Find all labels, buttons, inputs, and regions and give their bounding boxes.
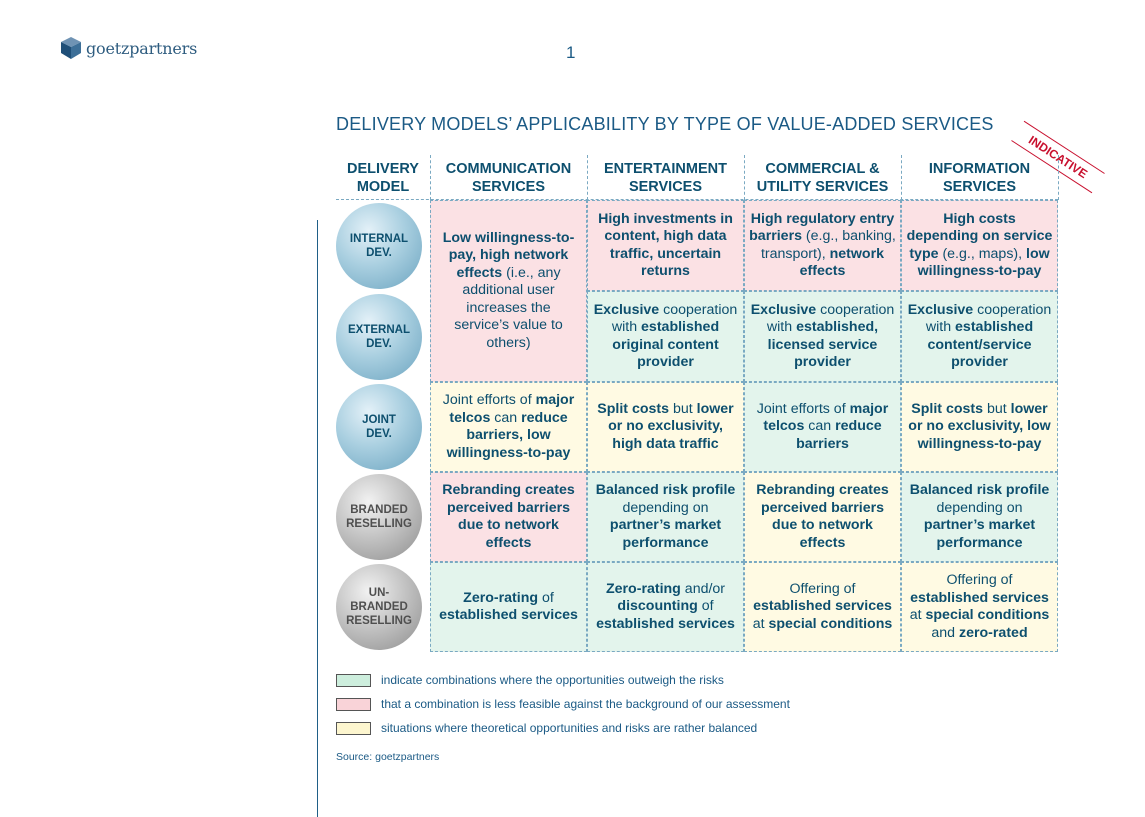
header-column-line: SERVICES	[942, 178, 1017, 195]
header-column-text	[604, 160, 727, 196]
cell-bold-text: established services	[753, 598, 892, 615]
legend-swatch	[336, 722, 371, 735]
cell-text: but	[983, 400, 1011, 417]
header-separator	[1058, 155, 1059, 200]
header-column-line: INFORMATION	[928, 160, 1031, 177]
header-column-line: ENTERTAINMENT	[604, 160, 727, 177]
cell-bold-text: Balanced risk profile	[909, 482, 1050, 498]
cell-bold-text: special conditions	[925, 607, 1050, 623]
cell-bold-text: zero-rated	[959, 624, 1028, 641]
matrix-cell-text	[749, 482, 896, 552]
source-note: Source: goetzpartners	[336, 751, 440, 763]
header-column-line: UTILITY SERVICES	[756, 178, 889, 195]
header-column-3	[744, 155, 901, 200]
matrix-cell	[744, 291, 901, 382]
header-column-text	[757, 160, 889, 196]
cell-bold-text: Split costs	[911, 400, 984, 417]
header-column-line: SERVICES	[628, 178, 703, 195]
cell-text: Offering of	[789, 580, 856, 597]
matrix-cell-text	[435, 482, 582, 552]
cell-bold-text: Low willingness-to-pay, high network effects	[442, 229, 575, 281]
matrix-cell	[430, 472, 587, 562]
header-separator	[901, 155, 902, 200]
cell-text: can	[490, 409, 522, 426]
cell-bold-text: established original content provider	[612, 319, 720, 370]
header-column-2	[587, 155, 744, 200]
matrix-cell-text	[439, 230, 578, 353]
cell-bold-text: High costs depending on service type	[906, 210, 1053, 262]
row-label-line: RESELLING	[346, 615, 412, 627]
cell-text: depending on	[622, 499, 709, 516]
matrix-cell-text	[749, 211, 896, 281]
matrix-cell-text	[592, 482, 739, 552]
cell-bold-text: Zero-rating	[605, 580, 681, 597]
cell-text: Joint efforts of	[442, 392, 536, 408]
matrix-cell-text	[906, 482, 1053, 552]
matrix-cell-text	[749, 581, 896, 634]
row-label-line: DEV.	[366, 428, 392, 440]
cell-bold-text: Zero-rating	[463, 589, 539, 606]
row-label-line: JOINT	[362, 414, 396, 426]
matrix-cell	[587, 200, 744, 291]
cell-text: cooperation with	[766, 301, 895, 335]
row-label-text	[348, 323, 410, 351]
cell-bold-text: Balanced risk profile	[595, 482, 736, 498]
matrix-cell	[901, 291, 1058, 382]
matrix-cell-text	[592, 302, 739, 372]
cell-bold-text: reduce barriers, low willingness-to-pay	[446, 409, 571, 461]
matrix-cell	[587, 472, 744, 562]
row-label-circle	[336, 564, 422, 650]
legend-item	[336, 721, 757, 735]
cell-bold-text: High regulatory entry barriers	[749, 210, 895, 244]
legend-swatch	[336, 698, 371, 711]
cell-bold-text: special conditions	[768, 615, 893, 632]
matrix-cell	[430, 562, 587, 652]
page-number: 1	[566, 43, 576, 62]
matrix-cell	[744, 562, 901, 652]
divider-line	[317, 220, 318, 817]
row-label-text	[362, 413, 396, 441]
cell-text: (e.g., banking, transport),	[760, 228, 896, 262]
matrix-cell	[587, 291, 744, 382]
cell-bold-text: Rebranding creates perceived barriers due to network effects	[442, 482, 575, 551]
cell-bold-text: established services	[596, 615, 735, 632]
matrix-cell-text	[906, 211, 1053, 281]
header-column-text	[929, 160, 1030, 196]
cell-bold-text: Split costs	[597, 400, 670, 417]
legend-item	[336, 697, 790, 711]
header-column-4	[901, 155, 1058, 200]
cell-text: but	[669, 400, 697, 417]
header-column-line: COMMERCIAL &	[765, 160, 880, 177]
cell-text: at	[752, 615, 769, 632]
cell-text: of	[538, 589, 554, 606]
cell-text: at	[909, 607, 926, 623]
header-column-line: COMMUNICATION	[445, 160, 572, 177]
logo-text: goetzpartners	[86, 38, 198, 58]
row-label-line: UN-	[368, 587, 390, 599]
matrix-cell	[744, 382, 901, 472]
cell-text: cooperation with	[611, 301, 738, 335]
row-label-line: RESELLING	[346, 518, 412, 530]
cell-text: (i.e., any additional user increases the service’s value to others)	[454, 264, 563, 351]
indicative-stamp: INDICATIVE	[1011, 121, 1105, 193]
matrix-cell	[587, 382, 744, 472]
row-label-circle	[336, 294, 422, 380]
cell-bold-text: established services	[439, 607, 578, 623]
page-title: DELIVERY MODELS’ APPLICABILITY BY TYPE OF VALUE-ADDED SERVICES	[336, 114, 994, 134]
header-separator	[744, 155, 745, 200]
legend-item	[336, 673, 724, 687]
cell-bold-text: established services	[910, 589, 1049, 606]
company-logo	[60, 36, 197, 60]
matrix-cell-text	[749, 401, 896, 454]
cell-bold-text: High investments in content, high data traffic, uncertain returns	[598, 210, 733, 279]
header-delivery-model-line: MODEL	[356, 178, 410, 195]
cell-bold-text: major telcos	[449, 392, 575, 426]
cell-text: and/or	[680, 580, 726, 597]
matrix-cell	[901, 562, 1058, 652]
matrix-cell-text	[435, 392, 582, 462]
legend-swatch	[336, 674, 371, 687]
matrix-cell	[744, 472, 901, 562]
cell-bold-text: lower or no exclusivity, low willingness-to-pay	[908, 400, 1051, 452]
matrix-cell-text	[592, 211, 739, 281]
cell-bold-text: lower or no exclusivity, high data traffic	[608, 400, 734, 452]
cell-bold-text: low willingness-to-pay	[917, 245, 1050, 279]
row-label-line: BRANDED	[350, 601, 408, 613]
matrix-cell-text	[906, 572, 1053, 642]
header-separator	[587, 155, 588, 200]
matrix-cell	[901, 472, 1058, 562]
row-label-text	[346, 586, 412, 628]
header-column-text	[446, 160, 571, 196]
matrix-cell-text	[435, 590, 582, 625]
cell-text: and	[931, 624, 960, 641]
cell-text: of	[697, 598, 714, 615]
cell-bold-text: major telcos	[763, 400, 889, 435]
row-label-line: BRANDED	[350, 504, 408, 516]
row-label-line: DEV.	[366, 337, 392, 350]
matrix-cell-text	[592, 401, 739, 454]
cell-bold-text: Exclusive	[593, 301, 660, 318]
header-column-1	[430, 155, 587, 200]
header-delivery-model	[336, 155, 430, 200]
legend-text: situations where theoretical opportunities and risks are rather balanced	[381, 721, 758, 735]
matrix-cell	[430, 382, 587, 472]
row-label-circle	[336, 474, 422, 560]
row-label-text	[350, 232, 408, 260]
row-label-circle	[336, 203, 422, 289]
cell-bold-text: network effects	[799, 245, 884, 279]
cell-bold-text: partner’s market performance	[609, 517, 722, 551]
cell-bold-text: reduce barriers	[796, 418, 882, 452]
cell-text: Offering of	[946, 572, 1013, 588]
matrix-cell	[744, 200, 901, 291]
cell-text: depending on	[936, 499, 1023, 516]
cube-logo-icon	[60, 36, 82, 60]
header-separator	[430, 155, 431, 200]
cell-bold-text: Exclusive	[750, 301, 817, 318]
cell-bold-text: Exclusive	[907, 301, 974, 318]
row-label-line: DEV.	[366, 246, 392, 259]
matrix-cell-text	[906, 401, 1053, 454]
legend-text: that a combination is less feasible against the background of our assessment	[381, 697, 790, 711]
matrix-cell	[901, 382, 1058, 472]
row-label-text	[346, 503, 412, 531]
matrix-cell	[430, 200, 587, 382]
row-label-line: EXTERNAL	[348, 323, 410, 336]
cell-bold-text: established content/service provider	[927, 319, 1034, 370]
cell-bold-text: partner’s market performance	[923, 517, 1036, 551]
header-column-line: SERVICES	[471, 178, 546, 195]
matrix-cell-text	[749, 302, 896, 372]
matrix-cell	[587, 562, 744, 652]
cell-text: cooperation with	[925, 301, 1052, 335]
cell-text: Joint efforts of	[756, 400, 850, 417]
legend-text: indicate combinations where the opportunities outweigh the risks	[381, 673, 724, 687]
matrix-cell-text	[592, 581, 739, 634]
row-label-line: INTERNAL	[349, 232, 409, 245]
header-delivery-model-line: DELIVERY	[347, 160, 419, 177]
cell-bold-text: established, licensed service provider	[767, 319, 879, 370]
cell-text: (e.g., maps),	[938, 245, 1027, 262]
matrix-cell	[901, 200, 1058, 291]
cell-bold-text: discounting	[617, 598, 698, 615]
header-delivery-model-text	[347, 160, 419, 196]
cell-bold-text: Rebranding creates perceived barriers due to network effects	[756, 482, 889, 551]
matrix-cell-text	[906, 302, 1053, 372]
row-label-circle	[336, 384, 422, 470]
cell-text: can	[804, 418, 836, 435]
